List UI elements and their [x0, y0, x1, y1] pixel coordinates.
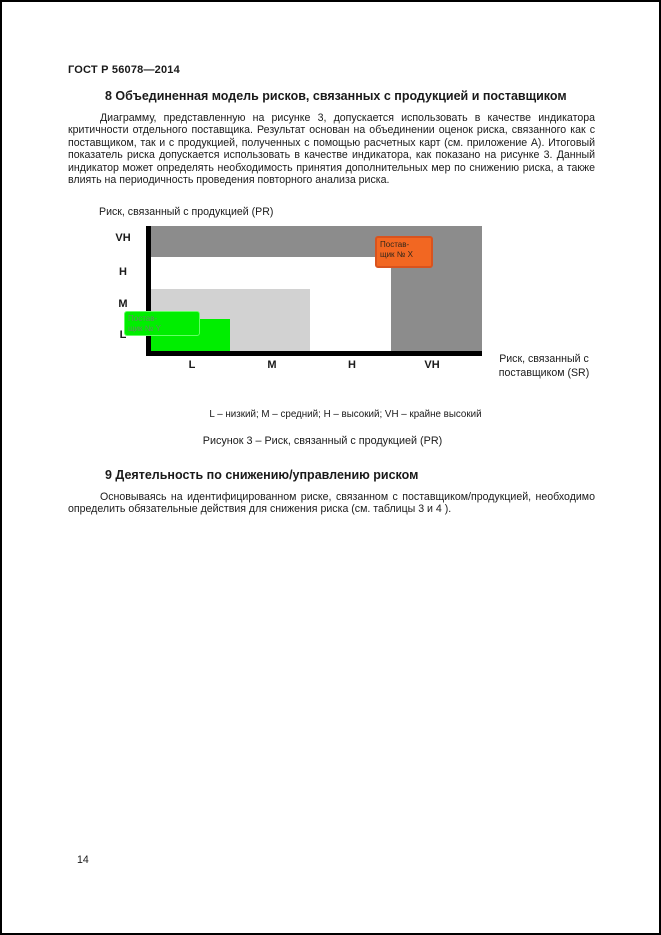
x-tick-m: M: [267, 359, 277, 371]
page-number: 14: [77, 854, 89, 866]
supplier-x-marker: [375, 236, 433, 268]
y-tick-m: M: [118, 298, 128, 310]
sr-axis-label: [488, 353, 600, 380]
x-tick-l: L: [188, 359, 196, 371]
section-9-heading: 9 Деятельность по снижению/управлению риском: [105, 468, 419, 482]
y-tick-l: L: [119, 329, 127, 341]
figure-caption: Рисунок 3 – Риск, связанный с продукцией (PR): [202, 435, 443, 447]
figure-legend: L – низкий; M – средний; H – высокий; VH – крайне высокий: [209, 409, 482, 420]
risk-plot-area: [128, 226, 482, 356]
pr-axis-label: Риск, связанный с продукцией (PR): [99, 206, 274, 218]
supplier-y-label-line2: щик № Y: [128, 323, 161, 333]
section-8-paragraph: Диаграмму, представленную на рисунке 3, допускается использовать в качестве индикатора критичности отдельного поставщика. Результат основан на объединении оценок риска, связанного как с поставщиком, так и с продукцией, полученных с помощью расчетных карт (см. приложение А). Итоговый показатель риска допускается использовать в качестве индикатора, как показано на рисунке 3. Данный индикатор может определять необходимость принятия дополнительных мер по снижению риска, а также влиять на периодичность проведения повторного анализа риска.: [68, 112, 595, 187]
x-tick-h: H: [348, 359, 356, 371]
supplier-x-label-line2: щик № X: [380, 249, 413, 259]
sr-axis-label-line2: поставщиком (SR): [498, 366, 590, 379]
page-header: ГОСТ Р 56078—2014: [68, 64, 180, 76]
y-tick-vh: VH: [115, 232, 131, 244]
sr-axis-label-line1: Риск, связанный с: [499, 353, 589, 365]
section-9-paragraph: Основываясь на идентифицированном риске, связанном с поставщиком/продукцией, необходимо определить обязательные действия для снижения риска (см. таблицы 3 и 4 ).: [68, 491, 595, 516]
x-tick-vh: VH: [424, 359, 440, 371]
y-tick-h: H: [119, 266, 127, 278]
section-8-heading: 8 Объединенная модель рисков, связанных с продукцией и поставщиком: [105, 89, 567, 103]
supplier-x-label-line1: Постав-: [380, 240, 410, 249]
supplier-y-label-line1: Постав-: [128, 314, 158, 323]
figure-3: [2, 202, 661, 452]
